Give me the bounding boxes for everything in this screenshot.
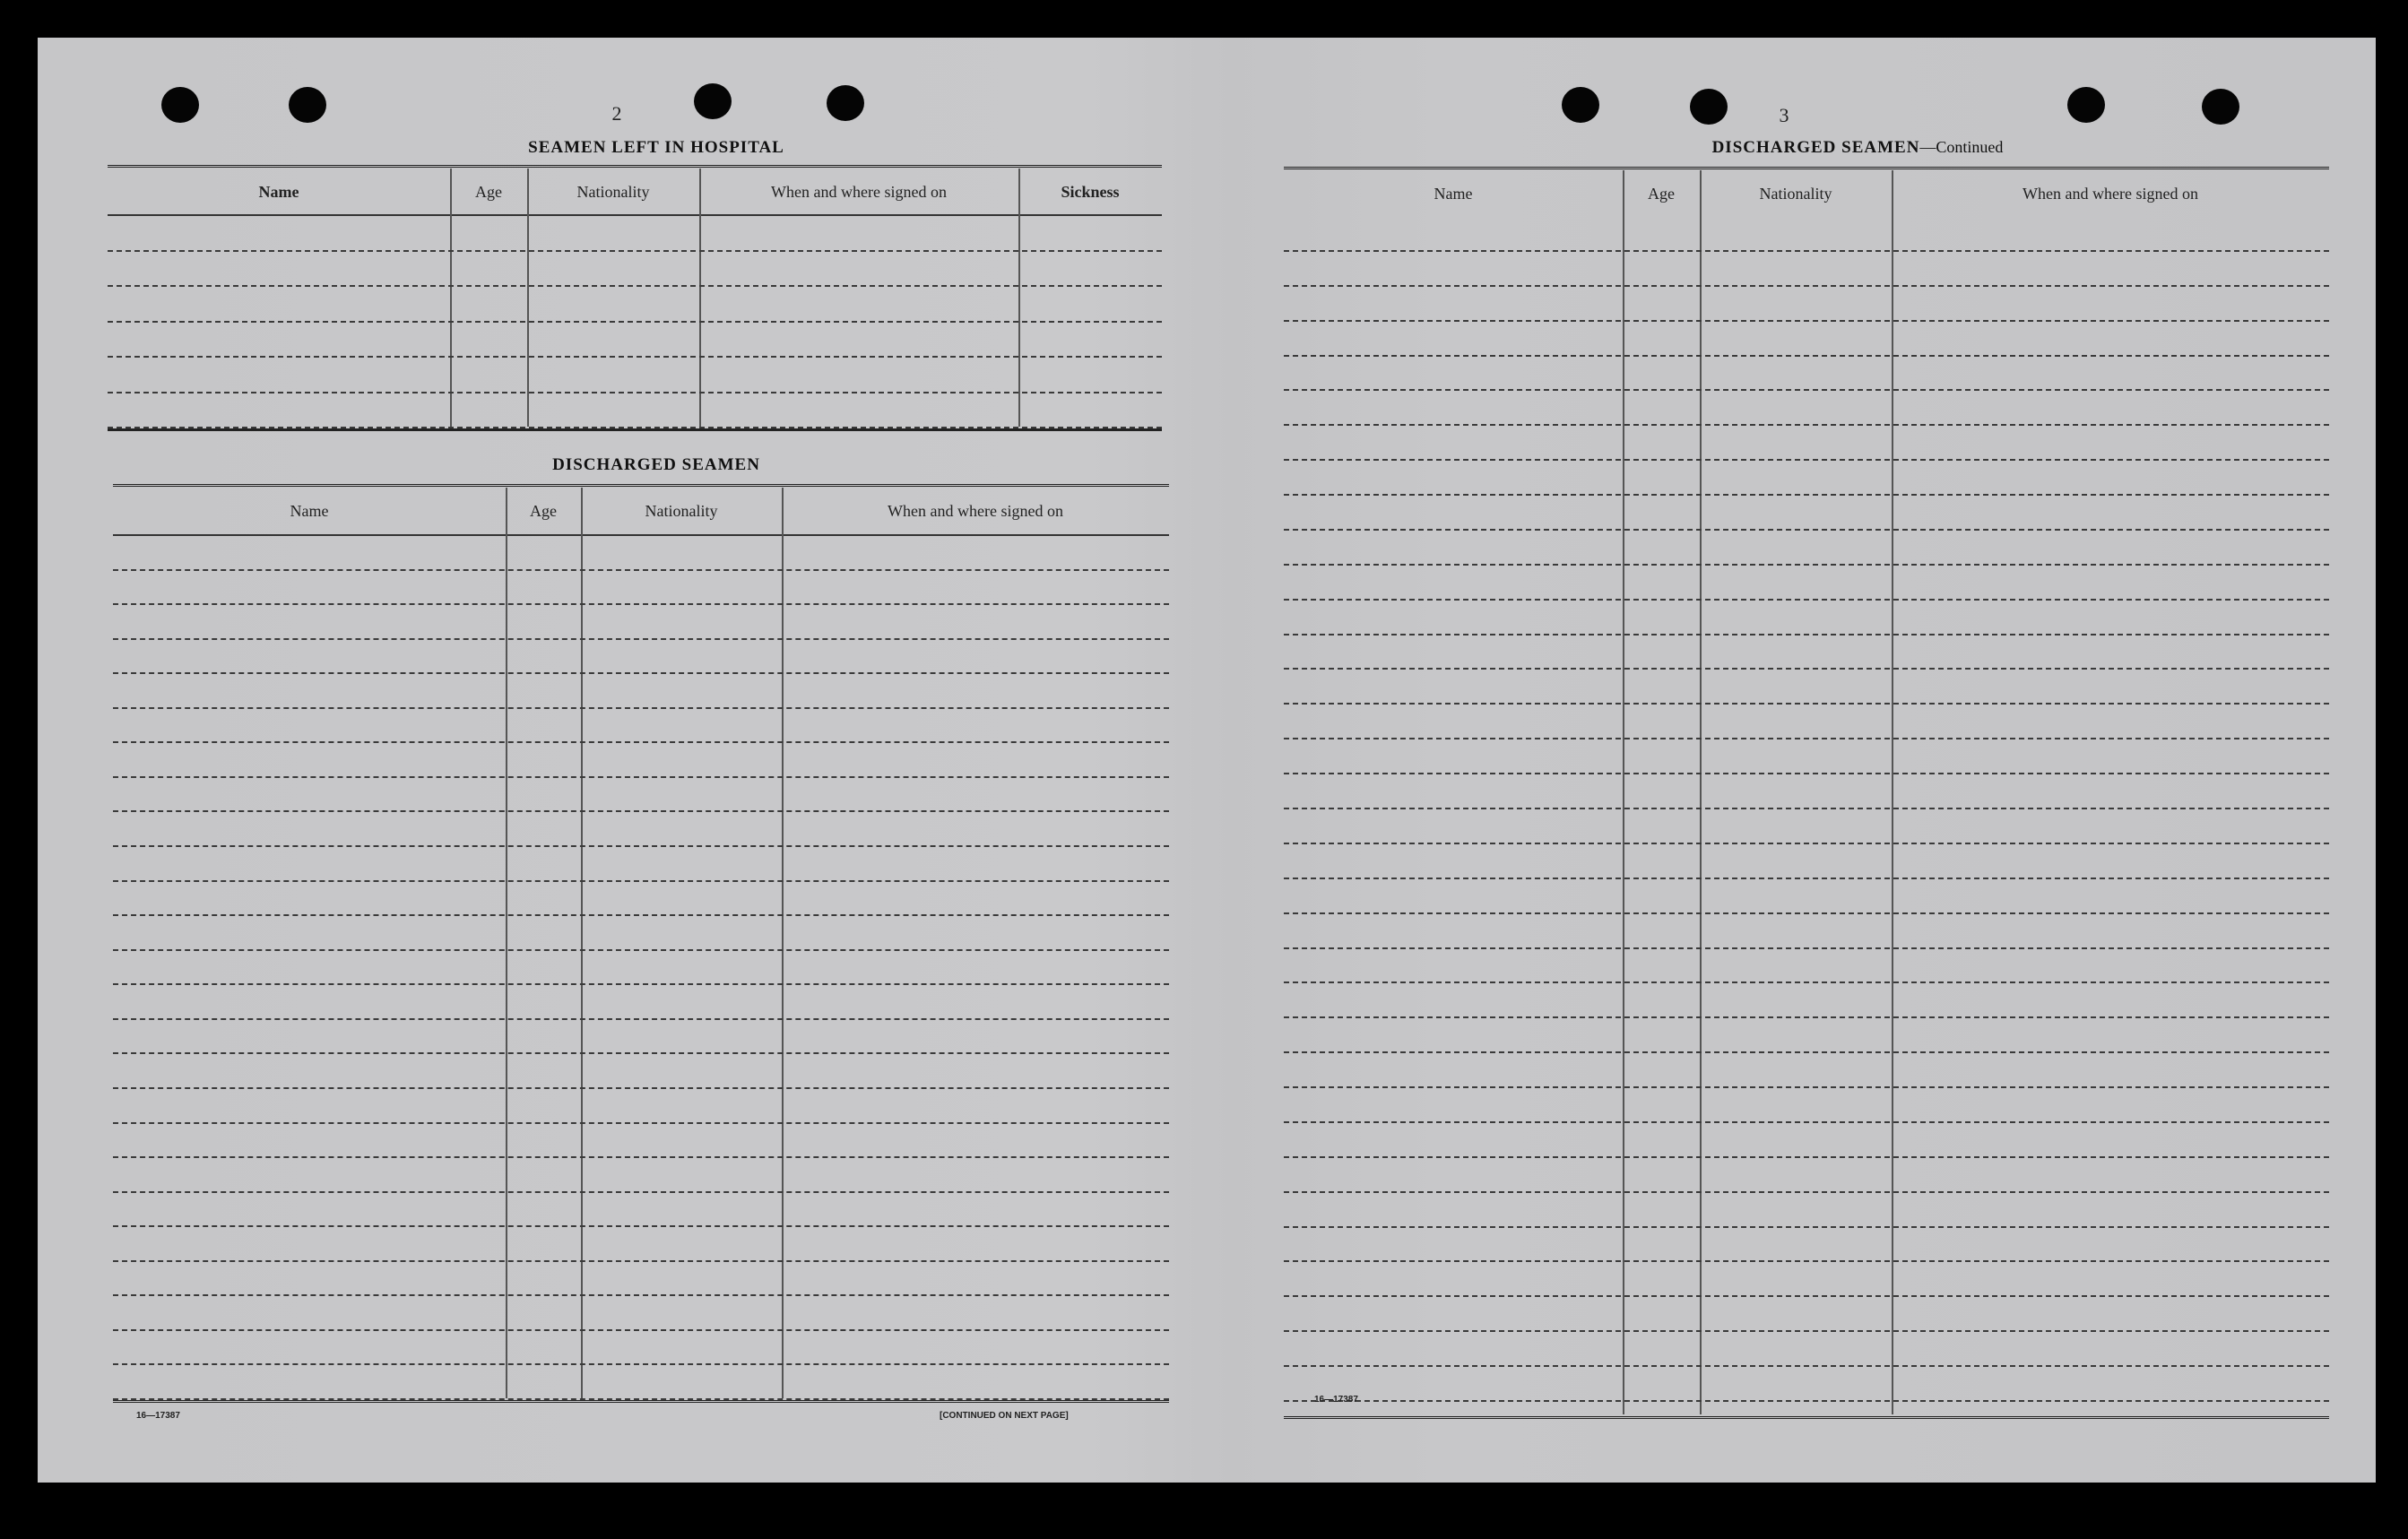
column-header: Nationality [1759,185,1832,203]
table-top-rule [1284,167,2329,172]
column-header: Name [258,183,299,201]
hospital-section-title: SEAMEN LEFT IN HOSPITAL [528,138,784,157]
table-row [1284,1295,2329,1297]
table-row [113,983,1169,985]
table-row [1284,285,2329,287]
punch-hole [289,87,326,123]
table-row [113,707,1169,709]
table-row [1284,320,2329,322]
table-row [113,1156,1169,1158]
table-row [108,285,1162,287]
table-row [113,1225,1169,1227]
table-row [1284,738,2329,739]
table-row [113,1260,1169,1262]
table-row [1284,912,2329,914]
table-row [108,427,1162,428]
table-row [1284,424,2329,426]
table-row [108,392,1162,393]
table-row [1284,1260,2329,1262]
table-row [1284,250,2329,252]
table-row [113,949,1169,951]
table-row [1284,1226,2329,1228]
table-bottom-rule [108,428,1162,431]
column-divider [527,169,529,427]
table-row [113,603,1169,605]
right-title-suffix: —Continued [1919,138,2004,156]
table-row [1284,634,2329,635]
table-row [1284,1330,2329,1332]
hospital-table [108,165,1162,450]
page-number-right: 3 [1779,104,1789,126]
column-header: When and where signed on [888,502,1063,520]
table-row [113,776,1169,778]
discharged-table [113,484,1169,1443]
table-row [113,845,1169,847]
table-row [1284,703,2329,705]
page-number-left: 2 [611,102,622,125]
table-row [113,1122,1169,1124]
table-row [113,1329,1169,1331]
table-row [1284,808,2329,809]
punch-hole [2067,87,2105,123]
header-rule [113,534,1169,536]
table-row [1284,878,2329,879]
table-row [1284,1121,2329,1123]
table-row [1284,1191,2329,1193]
punch-hole [161,87,199,123]
column-divider [699,169,701,427]
column-divider [450,169,452,427]
table-row [1284,843,2329,844]
table-top-rule [108,165,1162,170]
table-row [113,672,1169,674]
table-row [113,1363,1169,1365]
form-number-right: 16—17387 [1314,1395,1358,1405]
table-row [1284,355,2329,357]
table-row [113,880,1169,882]
table-row [113,1294,1169,1296]
table-row [1284,1365,2329,1367]
form-number-left: 16—17387 [136,1411,180,1421]
column-header: Age [530,502,557,520]
punch-hole [694,83,732,119]
table-row [113,1018,1169,1020]
header-rule [108,214,1162,216]
table-row [1284,564,2329,566]
table-row [1284,981,2329,983]
column-header: When and where signed on [2023,185,2198,203]
table-row [113,1052,1169,1054]
table-row [113,914,1169,916]
column-header: Age [475,183,502,201]
table-bottom-rule [113,1400,1169,1405]
table-top-rule [113,484,1169,489]
right-section-title [1284,138,2408,158]
right-title-main: DISCHARGED SEAMEN [1711,138,1920,157]
table-row [113,569,1169,571]
table-row [108,321,1162,323]
table-row [113,1191,1169,1193]
document-sheet [38,38,2376,1483]
table-row [1284,1156,2329,1158]
punch-hole [1562,87,1599,123]
punch-hole [827,85,864,121]
table-row [113,810,1169,812]
table-row [1284,1400,2329,1402]
table-row [113,1087,1169,1089]
column-header: Name [1434,185,1473,203]
table-row [1284,1086,2329,1088]
table-row [1284,668,2329,670]
punch-hole [2202,89,2239,125]
table-row [113,1398,1169,1400]
punch-hole [1690,89,1728,125]
column-header: Sickness [1061,183,1120,201]
table-row [108,250,1162,252]
column-header: When and where signed on [771,183,947,201]
table-row [1284,947,2329,949]
column-header: Age [1648,185,1675,203]
table-row [1284,773,2329,774]
table-row [1284,389,2329,391]
discharged-section-title: DISCHARGED SEAMEN [552,455,760,474]
table-row [1284,599,2329,601]
table-row [1284,1051,2329,1053]
table-row [1284,459,2329,461]
table-row [113,638,1169,640]
table-row [1284,1016,2329,1018]
discharged-continued-table [1284,167,2329,1431]
column-header: Nationality [645,502,718,520]
table-row [1284,494,2329,496]
column-divider [1018,169,1020,427]
column-header: Nationality [576,183,650,201]
continued-note: [CONTINUED ON NEXT PAGE] [940,1411,1069,1421]
table-bottom-rule [1284,1416,2329,1422]
table-row [1284,529,2329,531]
table-row [108,356,1162,358]
table-row [113,741,1169,743]
column-header: Name [290,502,329,520]
